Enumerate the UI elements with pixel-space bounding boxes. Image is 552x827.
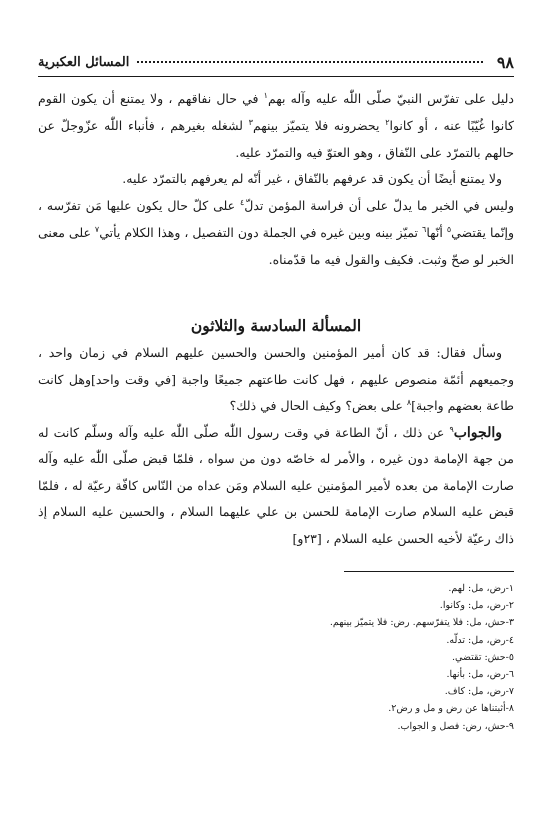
text-span: لشغله بغيرهم ، فأنباء اللّٰه عزّوجلّ عن حالهم بالتمرّد على النّفاق ، وهو العتوّ فيه والتمرّد عليه. bbox=[38, 117, 514, 160]
text-span: على بعض؟ وكيف الحال في ذلك؟ bbox=[229, 398, 407, 413]
footnote: ١-رض، مل: لهم. bbox=[448, 583, 514, 594]
footnote: ٥-حش: تقتضي. bbox=[451, 651, 514, 663]
answer-lead: والجواب bbox=[453, 424, 502, 441]
text-span: على معنى الخبر لو صحّ وثبت. فكيف والقول فيه ما قدّمناه. bbox=[38, 224, 514, 267]
main-text bbox=[38, 86, 514, 274]
answer-paragraph bbox=[38, 420, 514, 553]
footnote: ٧-رض، مل: كاف. bbox=[444, 686, 514, 698]
footnote-ref-2[interactable]: ٢ bbox=[385, 117, 390, 127]
text-span: تميّز بينه وبين غيره في الجملة دون التفصيل ، وهذا الكلام يأتي bbox=[99, 224, 423, 240]
footnote: ٩-حش، رض: فصل و الجواب. bbox=[397, 720, 514, 732]
running-header bbox=[38, 48, 514, 77]
text-span: يحضرونه فلا يتميّز بينهم bbox=[252, 117, 386, 133]
text-span: وسأل فقال: قد كان أمير المؤمنين والحسن والحسين عليهم السلام في زمان واحد ، وجميعهم أئمّة منصوص عليهم ، فهل كانت طاعتهم جميعًا واجبة [في وقت واحد]وهل كانت طاعة بعضهم واجبة] bbox=[38, 345, 514, 413]
text-span: أنّها bbox=[426, 224, 447, 240]
paragraph-2: ولا يمتنع أيضًا أن يكون قد عرفهم بالنّفاق ، غير أنّه لم يعرفهم بالتمرّد عليه. bbox=[122, 171, 502, 187]
footnote: ٣-حش، مل: فلا يتفرّسهم. رض: فلا يتميّز بينهم. bbox=[329, 617, 514, 629]
text-span: على كلّ حال يكون عليها مَن تفرّسه ، وإنّما يقتضي bbox=[38, 198, 514, 240]
page-number: ٩٨ bbox=[496, 52, 514, 72]
paragraph-3 bbox=[38, 193, 514, 273]
section-title: المسألة السادسة والثلاثون bbox=[190, 316, 362, 335]
header-dot-leader bbox=[137, 61, 482, 63]
footnote-ref-6[interactable]: ٦ bbox=[422, 224, 427, 234]
footnote-ref-5[interactable]: ٥ bbox=[446, 224, 452, 234]
footnote-ref-7[interactable]: ٧ bbox=[94, 224, 100, 234]
footnote: ٦-رض، مل: بأنها. bbox=[446, 669, 514, 681]
question-paragraph bbox=[38, 340, 514, 420]
footnote: ٨-أثبتناها عن رض و مل و رض٢. bbox=[388, 703, 514, 715]
footnote: ٤-رض، مل: تدلّه. bbox=[446, 634, 514, 646]
footnote-separator bbox=[344, 571, 514, 572]
running-title: المسائل العكبرية bbox=[38, 54, 130, 70]
text-span: وليس في الخبر ما يدلّ على أن فراسة المؤمن تدلّ bbox=[244, 198, 514, 214]
footnote-ref-8[interactable]: ٨ bbox=[406, 397, 412, 407]
footnotes bbox=[38, 580, 514, 735]
text-span: دليل على تفرّس النبيّ صلّى اللّٰه عليه وآله بهم bbox=[267, 91, 514, 106]
footnote-ref-1[interactable]: ١ bbox=[263, 90, 268, 100]
text-span: عن ذلك ، أنّ الطاعة في وقت رسول اللّٰه صلّى اللّٰه عليه وآله وسلّم كانت له من جهة الإمامة دون غيره ، والأمر له خاصّه دون من سواه ، فلمّا قبض صلّى اللّٰه عليه وآله صارت الإمامة من بعده لأمير المؤمنين عليه السلام ومَن عداه من النّاس كافّة رعيّة له ، فلمّا قبض عليه السلام صارت الإمامة للحسن بن علي عليهما السلام ، والحسين عليه السلام إذ ذاك رعيّة لأخيه الحسن عليه السلام ، [٢٣و] bbox=[38, 424, 514, 546]
paragraph-1 bbox=[38, 86, 514, 166]
text-span: في حال نفاقهم ، ولا يمتنع أن يكون القوم كانوا غُيّبًا عنه ، أو كانوا bbox=[38, 91, 514, 133]
footnote-ref-4[interactable]: ٤ bbox=[239, 198, 245, 208]
footnote-ref-9[interactable]: ٩ bbox=[449, 424, 454, 434]
section-text bbox=[38, 340, 514, 552]
footnote-ref-3[interactable]: ٣ bbox=[248, 117, 253, 127]
footnote: ٢-رض، مل: وكانوا. bbox=[439, 600, 514, 612]
